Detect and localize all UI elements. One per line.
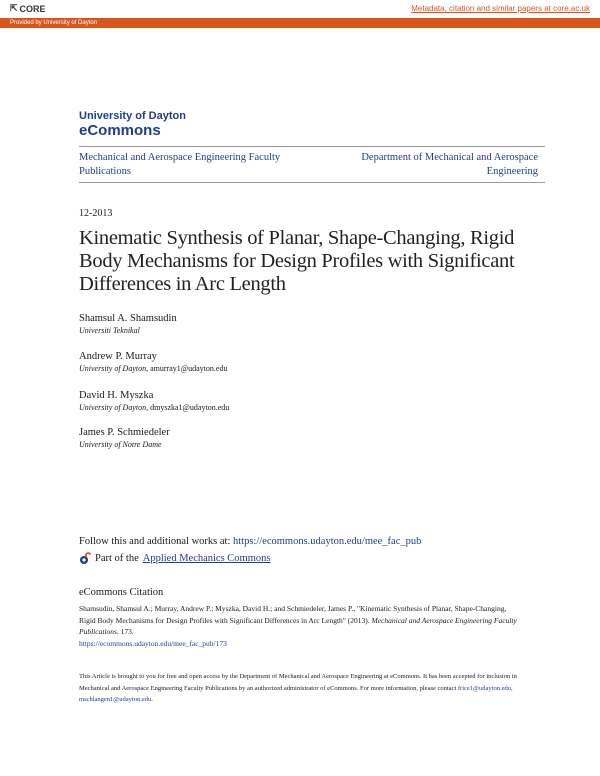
core-header <box>0 0 600 18</box>
notice-end: . <box>151 696 153 703</box>
author-affiliation: University of Dayton <box>79 364 147 373</box>
divider-top <box>79 146 545 147</box>
citation-journal: Mechanical and Aerospace Engineering Faculty Publications <box>79 615 517 636</box>
author-name[interactable]: James P. Schmiedeler <box>79 427 170 438</box>
university-name[interactable]: University of Dayton <box>79 110 186 122</box>
citation-url-link[interactable]: https://ecommons.udayton.edu/mee_fac_pub/173 <box>79 638 227 648</box>
discipline-line <box>79 552 270 565</box>
author-affiliation: University of Dayton <box>79 403 147 412</box>
author-email[interactable]: amurray1@udayton.edu <box>150 364 228 373</box>
core-logo-text: CORE <box>19 3 46 14</box>
open-access-icon <box>79 552 91 565</box>
author-4 <box>79 426 170 450</box>
divider-bottom <box>79 182 545 183</box>
follow-label: Follow this and additional works at: <box>79 536 231 547</box>
discipline-link[interactable]: Applied Mechanics Commons <box>142 553 271 564</box>
citation-number: . 173. <box>116 627 134 636</box>
citation-main: Shamsudin, Shamsul A.; Murray, Andrew P.; Myszka, David H.; and Schmiedeler, James P., "Kinematic Synthesis of Planar, Shape-Changing, Rigid Body Mechanisms for Design Profiles with Significant Differences in Arc Length" (2013). <box>79 604 507 625</box>
notice-text: This Article is brought to you for free and open access by the Department of Mechanical and Aerospace Engineering at eCommons. It has been accepted for inclusion in Mechanical and Aerospace Engineering Faculty Publications by an authorized administrator of eCommons. For more information, please contact <box>79 673 517 692</box>
contact-emails-link[interactable]: frice1@udayton.edu, mschlangen1@udayton.edu <box>79 684 513 703</box>
author-name[interactable]: David H. Myszka <box>79 390 154 401</box>
author-name[interactable]: Andrew P. Murray <box>79 351 157 362</box>
collection-link-left[interactable]: Mechanical and Aerospace Engineering Faculty Publications <box>79 152 281 177</box>
paper-title: Kinematic Synthesis of Planar, Shape-Changing, Rigid Body Mechanisms for Design Profiles with Significant Differences in Arc Length <box>79 227 515 295</box>
author-1 <box>79 312 177 336</box>
core-logo[interactable] <box>10 3 46 14</box>
author-name[interactable]: Shamsul A. Shamsudin <box>79 313 177 324</box>
provided-by-text: Provided by University of Dayton <box>10 20 98 26</box>
author-3: David H. Myszka University of Dayton, dmyszka1@udayton.edu <box>79 390 230 412</box>
collection-link-right[interactable]: Department of Mechanical and Aerospace Engineering <box>361 152 538 177</box>
core-logo-icon: ⇱ <box>10 3 18 13</box>
author-affiliation: University of Notre Dame <box>79 440 162 449</box>
part-of-label: Part of the <box>95 553 139 564</box>
author-email[interactable]: dmyszka1@udayton.edu <box>150 403 230 412</box>
citation-text <box>79 603 519 649</box>
author-affiliation: Universiti Teknikal <box>79 326 140 335</box>
access-notice <box>79 671 519 706</box>
follow-url-link[interactable]: https://ecommons.udayton.edu/mee_fac_pub <box>233 536 422 547</box>
provided-by-bar <box>0 18 600 28</box>
metadata-link[interactable]: Metadata, citation and similar papers at core.ac.uk <box>411 4 590 13</box>
publication-date: 12-2013 <box>79 208 113 219</box>
citation-heading: eCommons Citation <box>79 587 164 598</box>
author-2: Andrew P. Murray University of Dayton, amurray1@udayton.edu <box>79 351 228 373</box>
repository-name[interactable]: eCommons <box>79 122 161 139</box>
follow-line <box>79 536 421 547</box>
